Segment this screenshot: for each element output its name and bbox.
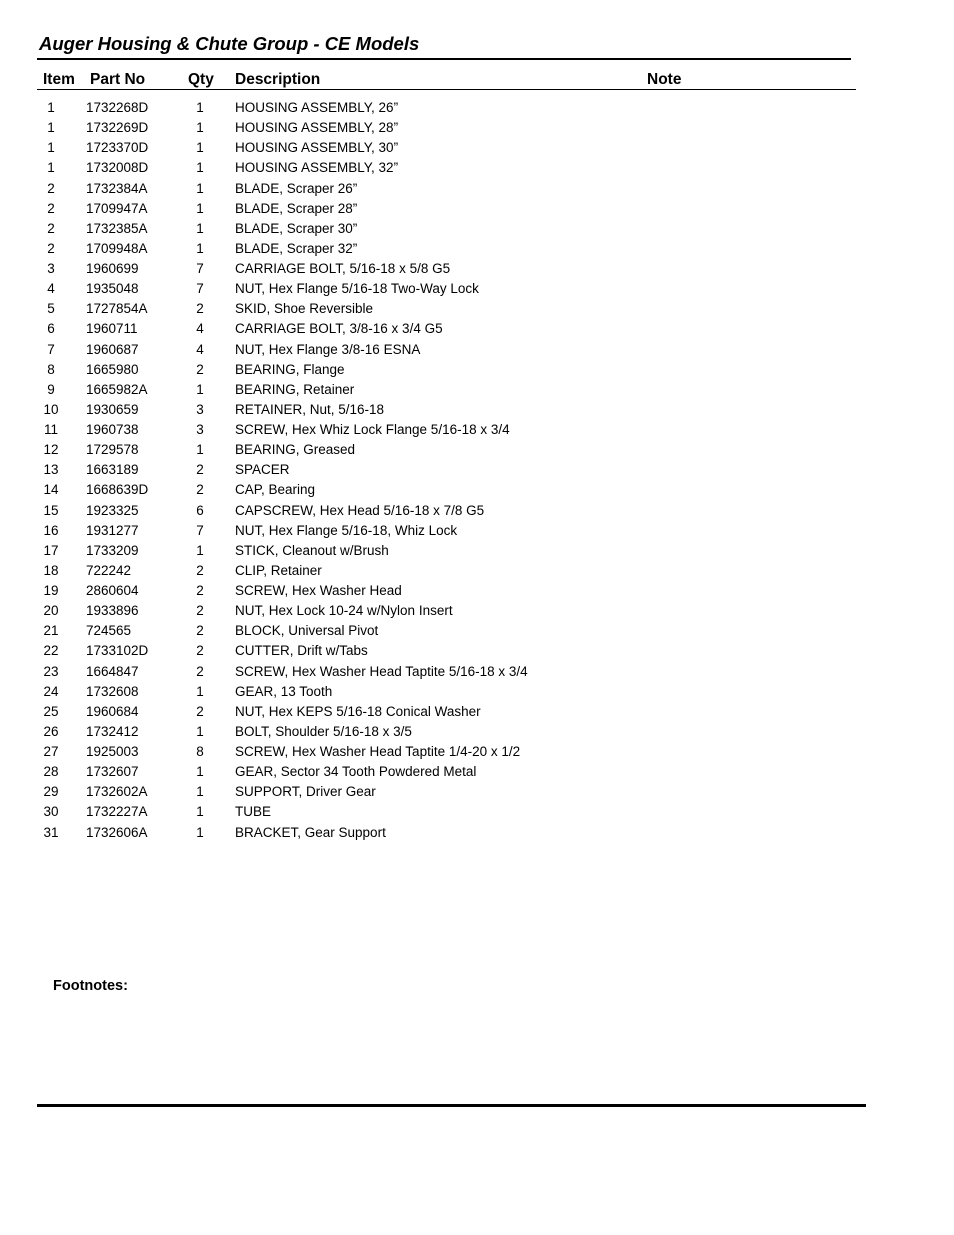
part-number: 1732269D xyxy=(86,120,149,136)
item-number: 19 xyxy=(43,583,59,598)
quantity: 1 xyxy=(196,542,204,558)
table-row xyxy=(0,320,954,340)
description: NUT, Hex Lock 10-24 w/Nylon Insert xyxy=(235,603,453,619)
table-row xyxy=(0,99,954,119)
quantity: 1 xyxy=(196,240,204,256)
table-row xyxy=(0,542,954,562)
table-row xyxy=(0,260,954,280)
item-number: 28 xyxy=(43,764,59,780)
quantity: 3 xyxy=(196,401,204,417)
table-row xyxy=(0,200,954,220)
part-number: 1935048 xyxy=(86,281,139,297)
quantity: 2 xyxy=(196,643,204,659)
description: HOUSING ASSEMBLY, 32” xyxy=(235,160,399,176)
table-row xyxy=(0,723,954,743)
part-number: 1665980 xyxy=(86,361,139,377)
quantity: 1 xyxy=(196,140,204,156)
part-number: 1732606A xyxy=(86,824,148,840)
part-number: 722242 xyxy=(86,562,132,578)
quantity: 7 xyxy=(196,522,204,538)
column-header-description: Description xyxy=(235,71,321,88)
quantity: 2 xyxy=(196,703,204,719)
item-number: 14 xyxy=(43,482,59,498)
item-number: 12 xyxy=(43,442,59,458)
part-number: 1960699 xyxy=(86,261,139,276)
quantity: 2 xyxy=(196,462,204,478)
item-number: 31 xyxy=(43,824,59,840)
item-number: 18 xyxy=(43,562,59,578)
table-row xyxy=(0,703,954,723)
part-number: 1727854A xyxy=(86,301,148,317)
item-number: 3 xyxy=(47,261,55,276)
quantity: 1 xyxy=(196,100,204,115)
item-number: 22 xyxy=(43,643,59,659)
quantity: 1 xyxy=(196,824,204,840)
item-number: 1 xyxy=(47,160,55,176)
item-number: 11 xyxy=(43,422,58,437)
description: SCREW, Hex Whiz Lock Flange 5/16-18 x 3/4 xyxy=(235,422,510,437)
item-number: 4 xyxy=(47,281,55,297)
description: NUT, Hex Flange 5/16-18, Whiz Lock xyxy=(235,522,458,538)
description: GEAR, Sector 34 Tooth Powdered Metal xyxy=(235,764,477,780)
quantity: 1 xyxy=(196,683,204,699)
table-row xyxy=(0,743,954,763)
table-row xyxy=(0,642,954,662)
quantity: 1 xyxy=(196,764,204,780)
quantity: 1 xyxy=(196,160,204,176)
item-number: 29 xyxy=(43,784,59,800)
item-number: 27 xyxy=(43,744,59,759)
description: TUBE xyxy=(235,804,272,820)
part-number: 1665982A xyxy=(86,381,148,397)
description: SKID, Shoe Reversible xyxy=(235,301,374,317)
table-row xyxy=(0,159,954,179)
title-divider xyxy=(37,58,851,60)
item-number: 1 xyxy=(47,140,55,156)
description: SCREW, Hex Washer Head xyxy=(235,583,402,598)
footnotes-label: Footnotes: xyxy=(53,978,128,994)
part-number: 1723370D xyxy=(86,140,149,156)
part-number: 1729578 xyxy=(86,442,139,458)
part-number: 1732602A xyxy=(86,784,148,800)
description: HOUSING ASSEMBLY, 28” xyxy=(235,120,399,136)
table-row xyxy=(0,240,954,260)
quantity: 2 xyxy=(196,301,204,317)
item-number: 20 xyxy=(43,603,59,619)
quantity: 1 xyxy=(196,723,204,739)
table-row xyxy=(0,783,954,803)
description: GEAR, 13 Tooth xyxy=(235,683,333,699)
part-number: 1960687 xyxy=(86,341,139,357)
item-number: 2 xyxy=(47,240,55,256)
part-number: 1709948A xyxy=(86,240,148,256)
description: BEARING, Flange xyxy=(235,361,345,377)
table-row xyxy=(0,502,954,522)
table-row xyxy=(0,582,954,602)
part-number: 1709947A xyxy=(86,200,148,216)
description: SPACER xyxy=(235,462,290,478)
description: CAP, Bearing xyxy=(235,482,316,498)
table-row xyxy=(0,803,954,823)
item-number: 5 xyxy=(47,301,55,317)
item-number: 2 xyxy=(47,200,55,216)
part-number: 724565 xyxy=(86,623,132,639)
table-row xyxy=(0,663,954,683)
quantity: 2 xyxy=(196,663,204,679)
quantity: 1 xyxy=(196,381,204,397)
description: STICK, Cleanout w/Brush xyxy=(235,542,389,558)
quantity: 7 xyxy=(196,261,204,276)
table-row xyxy=(0,763,954,783)
part-number: 1732227A xyxy=(86,804,148,820)
header-divider xyxy=(37,89,856,90)
part-number: 1733102D xyxy=(86,643,149,659)
description: SUPPORT, Driver Gear xyxy=(235,784,376,800)
description: SCREW, Hex Washer Head Taptite 5/16-18 x 3/4 xyxy=(235,663,528,679)
description: BLADE, Scraper 32” xyxy=(235,240,358,256)
quantity: 1 xyxy=(196,804,204,820)
part-number: 1732607 xyxy=(86,764,139,780)
quantity: 1 xyxy=(196,442,204,458)
bottom-divider xyxy=(37,1104,866,1107)
item-number: 24 xyxy=(43,683,59,699)
table-row xyxy=(0,300,954,320)
item-number: 7 xyxy=(47,341,55,357)
item-number: 10 xyxy=(43,401,59,417)
table-row xyxy=(0,401,954,421)
description: NUT, Hex Flange 3/8-16 ESNA xyxy=(235,341,421,357)
table-row xyxy=(0,361,954,381)
item-number: 8 xyxy=(47,361,55,377)
quantity: 1 xyxy=(196,784,204,800)
table-row xyxy=(0,461,954,481)
description: SCREW, Hex Washer Head Taptite 1/4-20 x 1/2 xyxy=(235,744,521,759)
column-header-item: Item xyxy=(43,71,75,88)
description: BLADE, Scraper 26” xyxy=(235,180,358,196)
parts-table-body xyxy=(0,99,954,844)
description: CARRIAGE BOLT, 5/16-18 x 5/8 G5 xyxy=(235,261,451,276)
quantity: 2 xyxy=(196,603,204,619)
quantity: 1 xyxy=(196,200,204,216)
part-number: 1732412 xyxy=(86,723,139,739)
part-number: 1668639D xyxy=(86,482,149,498)
table-row xyxy=(0,562,954,582)
quantity: 3 xyxy=(196,422,204,437)
table-row xyxy=(0,602,954,622)
table-row xyxy=(0,421,954,441)
table-header xyxy=(0,71,954,89)
part-number: 1960684 xyxy=(86,703,139,719)
quantity: 2 xyxy=(196,623,204,639)
description: CUTTER, Drift w/Tabs xyxy=(235,643,368,659)
table-row xyxy=(0,683,954,703)
part-number: 1732008D xyxy=(86,160,149,176)
item-number: 17 xyxy=(43,542,59,558)
quantity: 4 xyxy=(196,321,204,337)
item-number: 25 xyxy=(43,703,59,719)
item-number: 13 xyxy=(43,462,59,478)
table-row xyxy=(0,341,954,361)
quantity: 4 xyxy=(196,341,204,357)
table-row xyxy=(0,824,954,844)
quantity: 2 xyxy=(196,562,204,578)
quantity: 2 xyxy=(196,482,204,498)
table-row xyxy=(0,119,954,139)
column-header-part-no: Part No xyxy=(90,71,146,88)
description: RETAINER, Nut, 5/16-18 xyxy=(235,401,385,417)
part-number: 1925003 xyxy=(86,744,139,759)
part-number: 1732384A xyxy=(86,180,148,196)
table-row xyxy=(0,139,954,159)
item-number: 2 xyxy=(47,180,55,196)
table-row xyxy=(0,220,954,240)
description: NUT, Hex KEPS 5/16-18 Conical Washer xyxy=(235,703,481,719)
part-number: 1930659 xyxy=(86,401,139,417)
item-number: 15 xyxy=(43,502,59,518)
table-row xyxy=(0,481,954,501)
part-number: 1931277 xyxy=(86,522,139,538)
table-row xyxy=(0,622,954,642)
description: BLADE, Scraper 28” xyxy=(235,200,358,216)
item-number: 1 xyxy=(47,100,55,115)
item-number: 26 xyxy=(43,723,59,739)
part-number: 1732608 xyxy=(86,683,139,699)
part-number: 1960711 xyxy=(86,321,138,337)
page-title: Auger Housing & Chute Group - CE Models xyxy=(39,33,420,54)
item-number: 2 xyxy=(47,220,55,236)
description: BEARING, Greased xyxy=(235,442,356,458)
quantity: 2 xyxy=(196,361,204,377)
table-row xyxy=(0,180,954,200)
table-row xyxy=(0,381,954,401)
part-number: 1663189 xyxy=(86,462,139,478)
part-number: 1923325 xyxy=(86,502,139,518)
part-number: 1933896 xyxy=(86,603,139,619)
part-number: 1732268D xyxy=(86,100,149,115)
table-row xyxy=(0,280,954,300)
part-number: 1664847 xyxy=(86,663,139,679)
item-number: 23 xyxy=(43,663,59,679)
description: BLADE, Scraper 30” xyxy=(235,220,358,236)
part-number: 1732385A xyxy=(86,220,148,236)
quantity: 8 xyxy=(196,744,204,759)
quantity: 2 xyxy=(196,583,204,598)
description: NUT, Hex Flange 5/16-18 Two-Way Lock xyxy=(235,281,479,297)
description: CARRIAGE BOLT, 3/8-16 x 3/4 G5 xyxy=(235,321,443,337)
item-number: 16 xyxy=(43,522,59,538)
item-number: 1 xyxy=(47,120,55,136)
column-header-qty: Qty xyxy=(188,71,214,88)
part-number: 1733209 xyxy=(86,542,139,558)
quantity: 7 xyxy=(196,281,204,297)
part-number: 1960738 xyxy=(86,422,139,437)
table-row xyxy=(0,441,954,461)
description: CAPSCREW, Hex Head 5/16-18 x 7/8 G5 xyxy=(235,502,485,518)
description: BRACKET, Gear Support xyxy=(235,824,386,840)
quantity: 1 xyxy=(196,180,204,196)
item-number: 9 xyxy=(47,381,55,397)
item-number: 21 xyxy=(43,623,59,639)
description: BEARING, Retainer xyxy=(235,381,355,397)
description: BOLT, Shoulder 5/16-18 x 3/5 xyxy=(235,723,412,739)
description: CLIP, Retainer xyxy=(235,562,322,578)
description: HOUSING ASSEMBLY, 26” xyxy=(235,100,399,115)
table-row xyxy=(0,522,954,542)
item-number: 6 xyxy=(47,321,55,337)
description: BLOCK, Universal Pivot xyxy=(235,623,379,639)
item-number: 30 xyxy=(43,804,59,820)
quantity: 1 xyxy=(196,220,204,236)
quantity: 6 xyxy=(196,502,204,518)
quantity: 1 xyxy=(196,120,204,136)
description: HOUSING ASSEMBLY, 30” xyxy=(235,140,399,156)
part-number: 2860604 xyxy=(86,583,139,598)
column-header-note: Note xyxy=(647,71,682,88)
